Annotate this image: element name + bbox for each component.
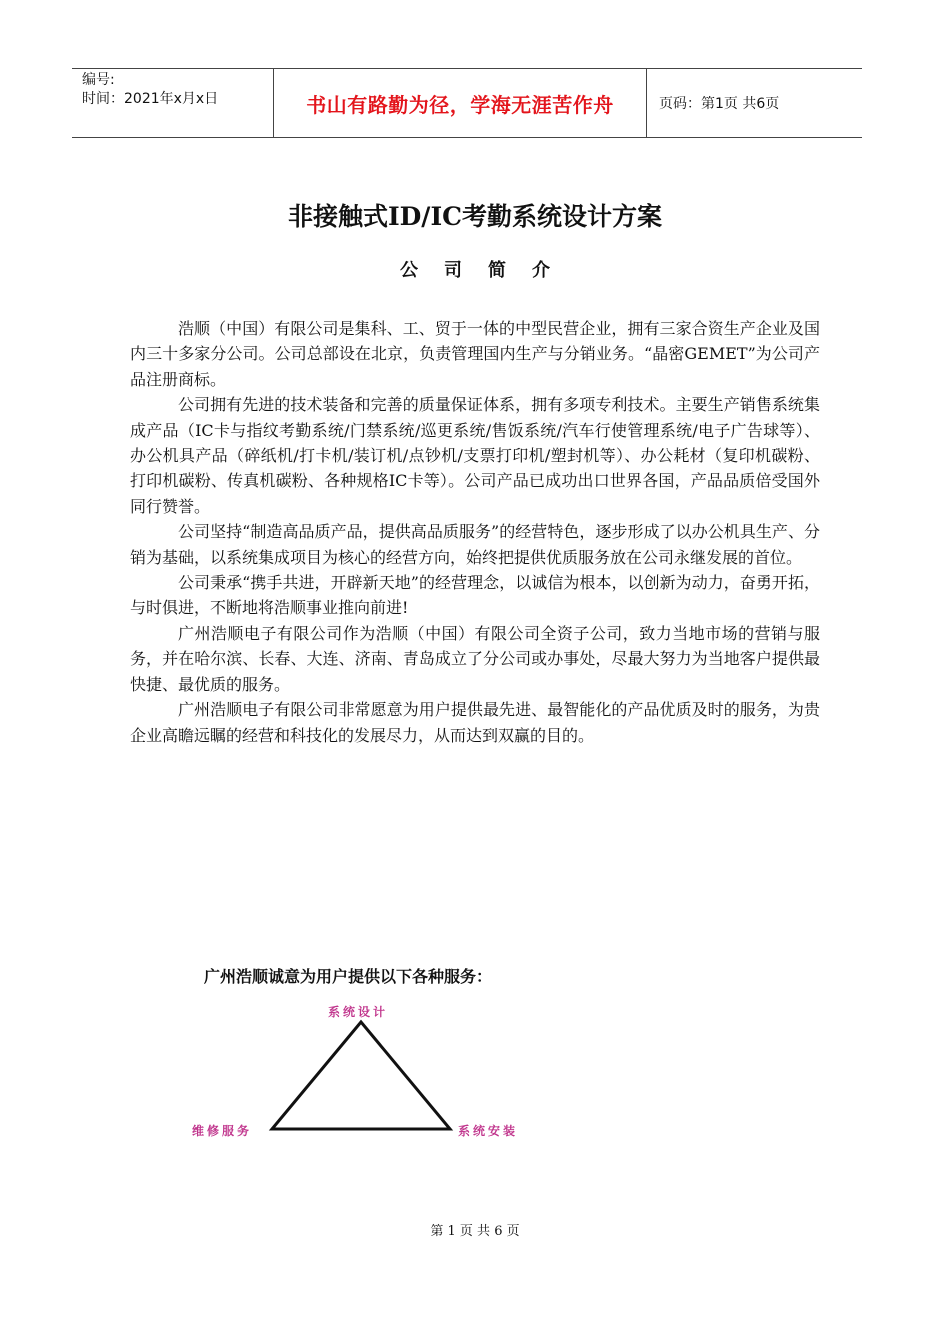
time-label: 时间：2021年x月x日 [82, 91, 219, 107]
company-intro [130, 316, 820, 748]
service-system-design: 系统设计 [328, 1005, 389, 1019]
intro-paragraph: 浩顺（中国）有限公司是集科、工、贸于一体的中型民营企业，拥有三家合资生产企业及国内三十多家分公司。公司总部设在北京，负责管理国内生产与分销业务。“晶密GEMET”为公司产品注册商标。 [130, 319, 820, 389]
service-maintenance: 维修服务 [192, 1124, 253, 1138]
intro-paragraph: 公司拥有先进的技术装备和完善的质量保证体系，拥有多项专利技术。主要生产销售系统集成产品（IC卡与指纹考勤系统/门禁系统/巡更系统/售饭系统/汽车行使管理系统/电子广告球等）、办公机具产品（碎纸机/打卡机/装订机/点钞机/支票打印机/塑封机等）、办公耗材（复印机碳粉、打印机碳粉、传真机碳粉、各种规格IC卡等）。公司产品已成功出口世界各国，产品品质倍受国外同行赞誉。 [130, 395, 820, 516]
header-meta-cell [72, 69, 274, 137]
page-header [72, 68, 862, 138]
services-triangle-diagram [180, 995, 560, 1145]
document-title: 非接触式ID/IC考勤系统设计方案 [287, 202, 663, 231]
service-installation: 系统安装 [458, 1124, 519, 1138]
number-label: 编号: [82, 72, 115, 88]
intro-paragraph: 广州浩顺电子有限公司非常愿意为用户提供最先进、最智能化的产品优质及时的服务，为贵企业高瞻远瞩的经营和科技化的发展尽力，从而达到双赢的目的。 [130, 700, 820, 745]
triangle-outline [272, 1022, 450, 1129]
document-subtitle: 公司简介 [400, 260, 576, 281]
intro-paragraph: 公司坚持“制造高品质产品，提供高品质服务”的经营特色，逐步形成了以办公机具生产、分销为基础，以系统集成项目为核心的经营方向，始终把提供优质服务放在公司永继发展的首位。 [130, 522, 820, 567]
intro-paragraph: 公司秉承“携手共进，开辟新天地”的经营理念，以诚信为根本，以创新为动力，奋勇开拓，与时俱进，不断地将浩顺事业推向前进! [130, 573, 820, 618]
header-motto: 书山有路勤为径，学海无涯苦作舟 [274, 69, 647, 137]
header-page-info: 页码：第1页 共6页 [659, 96, 780, 112]
intro-paragraph: 广州浩顺电子有限公司作为浩顺（中国）有限公司全资子公司，致力当地市场的营销与服务，并在哈尔滨、长春、大连、济南、青岛成立了分公司或办事处，尽最大努力为当地客户提供最快捷、最优质的服务。 [130, 623, 820, 694]
page-footer: 第 1 页 共 6 页 [430, 1224, 520, 1239]
services-heading: 广州浩顺诚意为用户提供以下各种服务： [204, 967, 493, 986]
